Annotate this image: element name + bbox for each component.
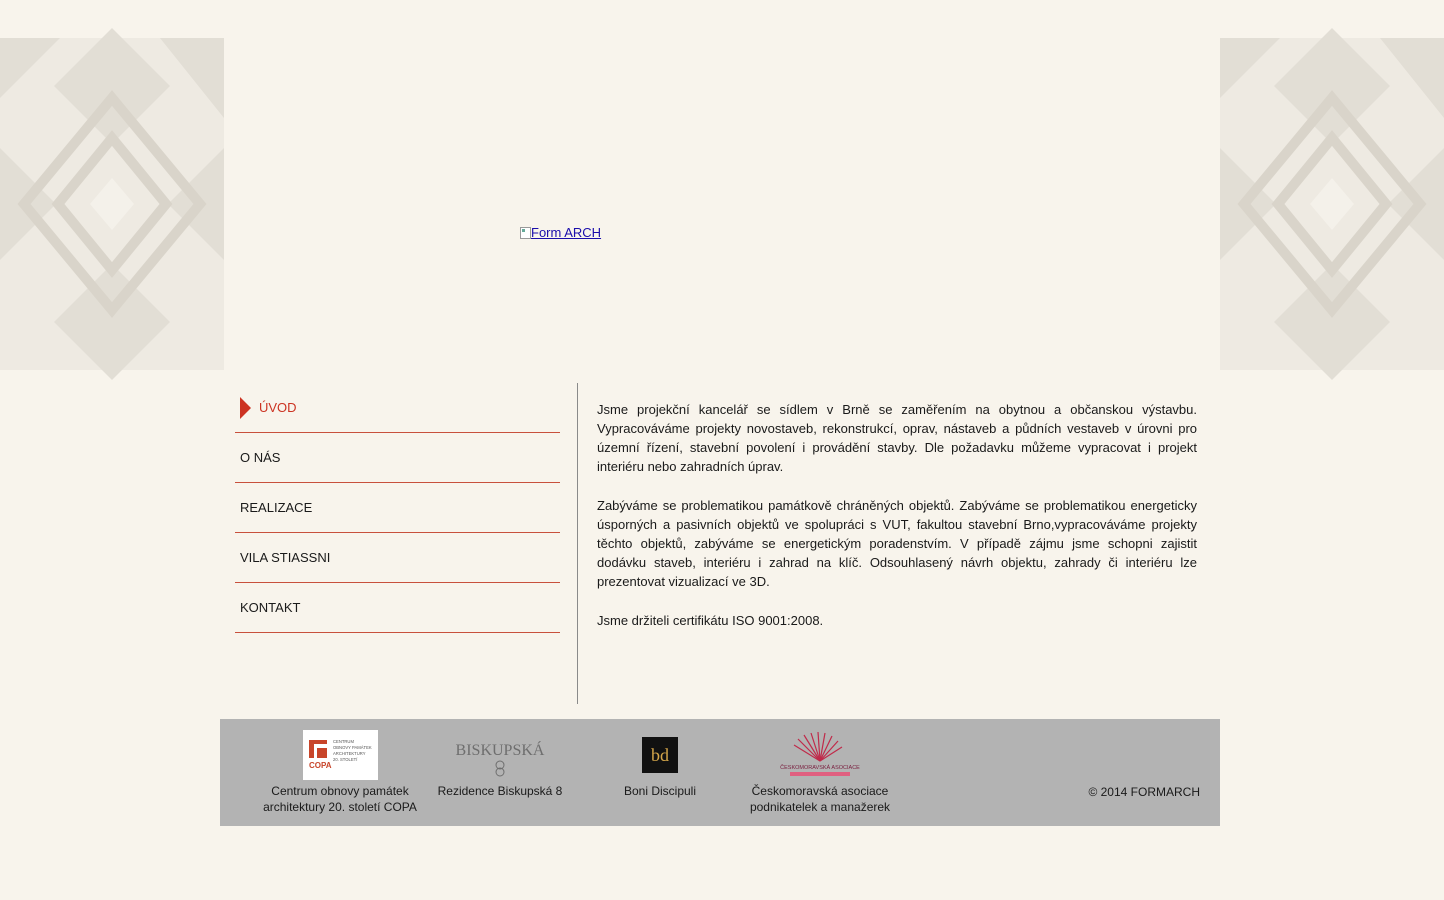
- partner-caption: Centrum obnovy památek architektury 20. století COPA: [263, 784, 417, 814]
- content-divider: [577, 383, 578, 704]
- intro-paragraph: Zabýváme se problematikou památkově chráněných objektů. Zabýváme se problematikou energeticky úsporných a pasivních objektů ve spolupráci s VUT, fakultou stavební Brno,vypracováváme projekty těchto objektů, zabýváme se energetickým poradenstvím. V případě zájmu jsme schopni zajistit dodávku staveb, interiéru i zahrad na klíč. Odsouhlasený návrh objektu, zahrady či interiéru lze prezentovat vizualizací ve 3D.: [597, 498, 1197, 589]
- decorative-pattern-left: [0, 38, 224, 370]
- copa-logo: [303, 730, 378, 780]
- nav-item-label: ÚVOD: [259, 400, 297, 415]
- nav-item-o-nas[interactable]: [235, 433, 560, 483]
- nav-item-vila-stiassni[interactable]: [235, 533, 560, 583]
- svg-text:COPA: COPA: [308, 761, 332, 770]
- active-arrow-icon: [240, 397, 251, 419]
- site-logo-alt: Form ARCH: [531, 225, 602, 240]
- nav-item-label: REALIZACE: [240, 500, 313, 515]
- svg-text:ARCHITEKTURY: ARCHITEKTURY: [332, 751, 365, 756]
- partner-boni-discipuli[interactable]: [580, 729, 740, 799]
- decorative-pattern-right: [1220, 38, 1444, 370]
- partner-caption: Boni Discipuli: [623, 784, 697, 798]
- nav-item-kontakt[interactable]: [235, 583, 560, 633]
- partner-caption: Českomoravská asociace podnikatelek a manažerek: [749, 784, 891, 814]
- content-area: [220, 370, 1220, 719]
- nav-item-uvod[interactable]: [235, 383, 560, 433]
- copyright: © 2014 FORMARCH: [1088, 785, 1200, 799]
- nav-item-realizace[interactable]: [235, 483, 560, 533]
- biskupska-logo: [455, 733, 545, 777]
- nav-item-label: O NÁS: [240, 450, 281, 465]
- footer: [220, 719, 1220, 826]
- partner-caption: Rezidence Biskupská 8: [437, 784, 563, 798]
- partner-cmapm[interactable]: [740, 729, 900, 815]
- nav-item-label: VILA STIASSNI: [240, 550, 331, 565]
- boni-discipuli-logo: [642, 737, 678, 773]
- cmapm-logo: [780, 731, 860, 779]
- partner-copa[interactable]: [260, 729, 420, 815]
- svg-text:bd: bd: [651, 745, 669, 765]
- nav-item-label: KONTAKT: [240, 600, 301, 615]
- svg-text:OBNOVY PAMÁTEK: OBNOVY PAMÁTEK: [332, 745, 372, 750]
- svg-text:20. STOLETÍ: 20. STOLETÍ: [332, 757, 357, 762]
- svg-text:CENTRUM: CENTRUM: [332, 739, 354, 744]
- broken-image-icon: [520, 227, 531, 239]
- intro-paragraph: Jsme projekční kancelář se sídlem v Brně se zaměřením na obytnou a občanskou výstavbu. Vypracováváme projekty novostaveb, rekonstrukcí, oprav, nástaveb a půdních vestaveb v úrovni pro územní řízení, stavební povolení i provádění stavby. Dle požadavku můžeme vypracovat i projekt interiéru nebo zahradních úprav.: [597, 402, 1197, 474]
- partner-biskupska[interactable]: [420, 729, 580, 799]
- intro-paragraph: Jsme držiteli certifikátu ISO 9001:2008.: [597, 613, 824, 628]
- svg-text:BISKUPSKÁ: BISKUPSKÁ: [455, 742, 545, 759]
- intro-text: [597, 400, 1197, 650]
- header-center: [224, 38, 1220, 370]
- site-logo-link[interactable]: [520, 225, 601, 240]
- svg-text:ČESKOMORAVSKÁ ASOCIACE: ČESKOMORAVSKÁ ASOCIACE: [780, 765, 860, 771]
- main-nav: [235, 383, 560, 633]
